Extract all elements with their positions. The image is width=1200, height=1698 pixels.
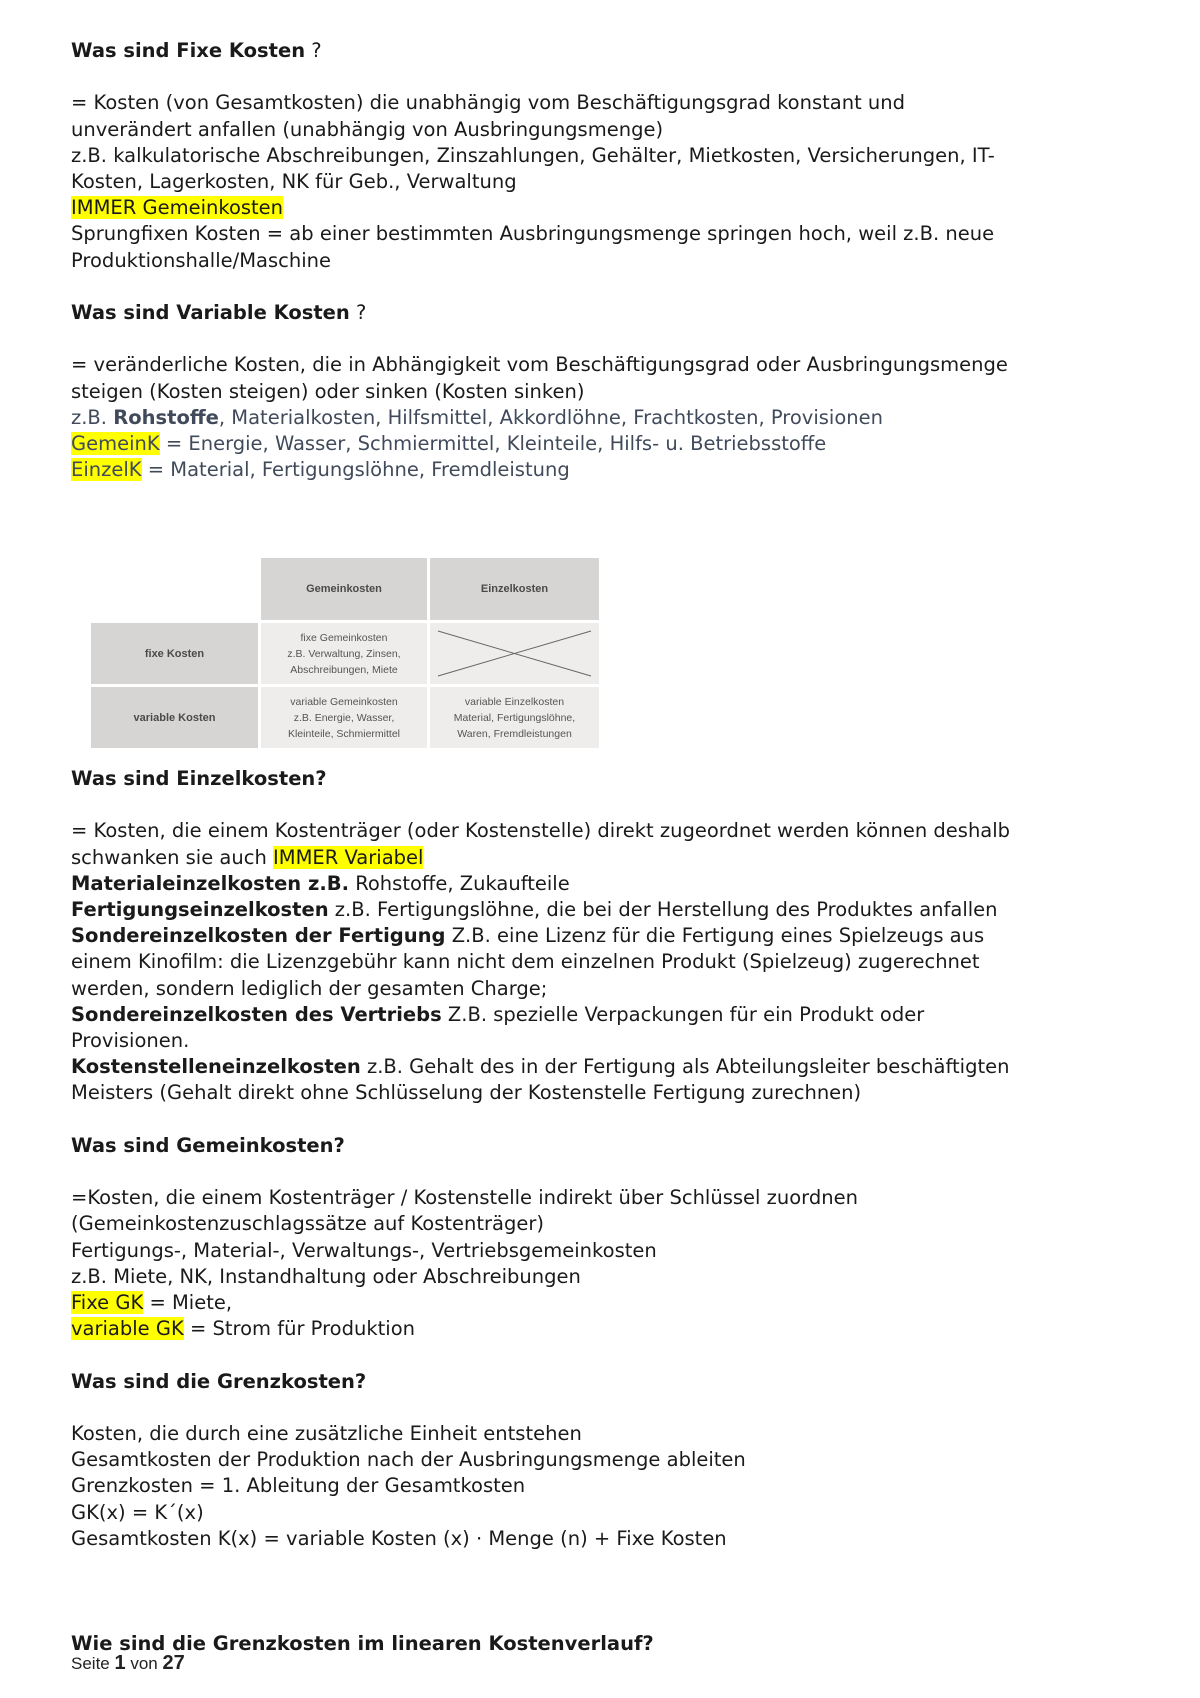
text-line: Fertigungs-, Material-, Verwaltungs-, Vertriebsgemeinkosten xyxy=(71,1238,657,1262)
text-line: Fixe GK = Miete, xyxy=(71,1291,233,1315)
text-line: Kostenstelleneinzelkosten z.B. Gehalt des in der Fertigung als Abteilungsleiter beschäftigten xyxy=(71,1055,1010,1079)
text-line: Materialeinzelkosten z.B. Rohstoffe, Zukaufteile xyxy=(71,871,570,895)
document-body xyxy=(71,38,1161,483)
page-footer: Seite 1 von 27 xyxy=(71,1652,185,1674)
text-line: schwanken sie auch IMMER Variabel xyxy=(71,845,424,869)
table-header-einzelkosten: Einzelkosten xyxy=(430,558,599,620)
heading-gemeinkosten: Was sind Gemeinkosten? xyxy=(71,1133,345,1157)
cross-mark xyxy=(430,623,599,684)
text-line: Sondereinzelkosten der Fertigung Z.B. eine Lizenz für die Fertigung eines Spielzeugs aus xyxy=(71,924,985,948)
cost-matrix-table xyxy=(91,558,599,748)
heading-fixe-kosten: Was sind Fixe Kosten ? xyxy=(71,39,322,62)
highlighted-line: IMMER Gemeinkosten xyxy=(71,196,284,220)
table-row-header-variable: variable Kosten xyxy=(91,687,258,748)
text-line: (Gemeinkostenzuschlagssätze auf Kostenträger) xyxy=(71,1212,544,1236)
heading-grenzkosten: Was sind die Grenzkosten? xyxy=(71,1369,367,1393)
text-line: EinzelK = Material, Fertigungslöhne, Fremdleistung xyxy=(71,458,570,482)
text-line: =Kosten, die einem Kostenträger / Kostenstelle indirekt über Schlüssel zuordnen xyxy=(71,1186,858,1210)
table-cell-variable-gemein: variable Gemeinkosten z.B. Energie, Wasser, Kleinteile, Schmiermittel xyxy=(261,687,427,748)
heading-einzelkosten: Was sind Einzelkosten? xyxy=(71,767,327,790)
table-cell-variable-einzel: variable Einzelkosten Material, Fertigungslöhne, Waren, Fremdleistungen xyxy=(430,687,599,748)
text-line: variable GK = Strom für Produktion xyxy=(71,1317,415,1341)
document-body-continued xyxy=(71,766,1161,1657)
text-line: Meisters (Gehalt direkt ohne Schlüsselung der Kostenstelle Fertigung zurechnen) xyxy=(71,1081,862,1105)
text-line: GemeinK = Energie, Wasser, Schmiermittel, Kleinteile, Hilfs- u. Betriebsstoffe xyxy=(71,432,827,455)
text-line: Kosten, Lagerkosten, NK für Geb., Verwaltung xyxy=(71,170,517,193)
text-line: Produktionshalle/Maschine xyxy=(71,248,331,272)
table-header-gemeinkosten: Gemeinkosten xyxy=(261,558,427,620)
text-line: = Kosten (von Gesamtkosten) die unabhängig vom Beschäftigungsgrad konstant und xyxy=(71,91,906,115)
text-line: GK(x) = K´(x) xyxy=(71,1500,204,1524)
text-line: z.B. kalkulatorische Abschreibungen, Zinszahlungen, Gehälter, Mietkosten, Versicherungen, IT- xyxy=(71,143,995,167)
text-line: z.B. Rohstoffe, Materialkosten, Hilfsmittel, Akkordlöhne, Frachtkosten, Provisionen xyxy=(71,405,883,429)
text-line: unverändert anfallen (unabhängig von Ausbringungsmenge) xyxy=(71,117,664,141)
text-line: Kosten, die durch eine zusätzliche Einheit entstehen xyxy=(71,1422,582,1445)
text-line: Sondereinzelkosten des Vertriebs Z.B. spezielle Verpackungen für ein Produkt oder xyxy=(71,1002,925,1026)
text-line: einem Kinofilm: die Lizenzgebühr kann nicht dem einzelnen Produkt (Spielzeug) zugerechnet xyxy=(71,950,980,974)
text-line: Provisionen. xyxy=(71,1029,190,1053)
table-row-header-fixe: fixe Kosten xyxy=(91,623,258,684)
text-line: Gesamtkosten K(x) = variable Kosten (x) · Menge (n) + Fixe Kosten xyxy=(71,1526,727,1550)
text-line: steigen (Kosten steigen) oder sinken (Kosten sinken) xyxy=(71,379,585,403)
table-cell-fixe-gemein: fixe Gemeinkosten z.B. Verwaltung, Zinsen, Abschreibungen, Miete xyxy=(261,623,427,684)
table-cell-crossed-out xyxy=(430,623,599,684)
heading-variable-kosten: Was sind Variable Kosten ? xyxy=(71,301,367,324)
heading-grenzkosten-linear: Wie sind die Grenzkosten im linearen Kostenverlauf? xyxy=(71,1631,654,1655)
text-line: Fertigungseinzelkosten z.B. Fertigungslöhne, die bei der Herstellung des Produktes anfallen xyxy=(71,898,998,921)
text-line: Grenzkosten = 1. Ableitung der Gesamtkosten xyxy=(71,1474,526,1498)
text-line: werden, sondern lediglich der gesamten Charge; xyxy=(71,976,548,1000)
text-line: Sprungfixen Kosten = ab einer bestimmten Ausbringungsmenge springen hoch, weil z.B. neue xyxy=(71,222,995,246)
text-line: z.B. Miete, NK, Instandhaltung oder Abschreibungen xyxy=(71,1264,581,1288)
text-line: = Kosten, die einem Kostenträger (oder Kostenstelle) direkt zugeordnet werden können deshalb xyxy=(71,819,1011,843)
text-line: = veränderliche Kosten, die in Abhängigkeit vom Beschäftigungsgrad oder Ausbringungsmenge xyxy=(71,353,1008,377)
text-line: Gesamtkosten der Produktion nach der Ausbringungsmenge ableiten xyxy=(71,1448,746,1472)
